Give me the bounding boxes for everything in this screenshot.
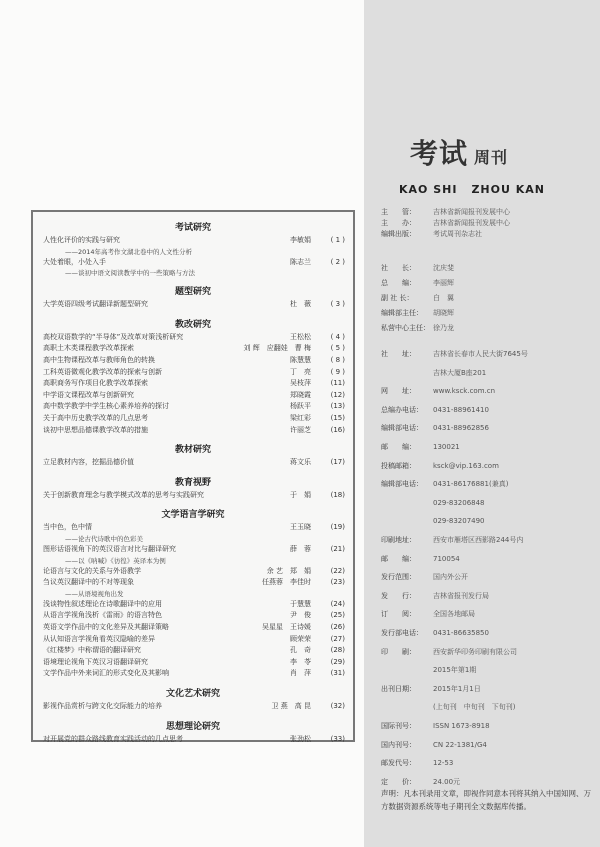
- info-row: [381, 721, 596, 732]
- toc-entry-subtitle: ——2014年高考作文湖北卷中的人文性分析: [65, 247, 193, 256]
- info-value: 西安市雁塔区西影路244号内: [433, 536, 524, 544]
- info-label: 印刷地址：: [381, 536, 416, 544]
- toc-entry-author: 吴星星 王诗媛: [262, 623, 311, 631]
- toc-entry-page: (32): [330, 702, 345, 710]
- info-value: ISSN 1673-8918: [433, 722, 490, 730]
- toc-entry[interactable]: [43, 566, 345, 577]
- info-value: 李丽辉: [433, 279, 454, 287]
- info-row: [381, 207, 596, 218]
- toc-entry[interactable]: [43, 577, 345, 588]
- toc-entry-page: (24): [330, 599, 345, 608]
- toc-entry[interactable]: [43, 522, 345, 533]
- info-row: [381, 293, 596, 304]
- info-row: [381, 609, 596, 620]
- info-value: 12-53: [433, 759, 454, 768]
- info-value: 吉林省新闻报刊发展中心: [433, 219, 510, 227]
- toc-section-title: 教育视野: [174, 477, 211, 488]
- toc-section-title: 题型研究: [174, 287, 211, 298]
- toc-section-title: 文化艺术研究: [165, 689, 220, 699]
- toc-entry[interactable]: [43, 378, 345, 389]
- info-value: CN 22-1381/G4: [433, 740, 487, 749]
- info-row: [381, 554, 596, 565]
- info-row: [381, 498, 596, 509]
- toc-entry[interactable]: [43, 701, 345, 712]
- info-row: [381, 702, 596, 713]
- info-value: 0431-88962856: [433, 424, 489, 433]
- toc-entry[interactable]: [43, 599, 345, 610]
- info-value: 0431-86635850: [433, 629, 489, 637]
- info-label: 主 办：: [381, 219, 416, 227]
- toc-entry-subtitle: ——论古代诗歌中的色彩美: [65, 535, 143, 543]
- table-of-contents: [31, 210, 355, 742]
- info-row: [381, 368, 596, 379]
- info-label: 订 阅：: [381, 610, 416, 619]
- info-value: 吉林大厦B座201: [433, 368, 487, 377]
- toc-entry-page: (25): [330, 611, 345, 620]
- toc-entry-page: (17): [330, 458, 345, 467]
- info-label: 网 址：: [381, 387, 416, 396]
- info-label: 出刊日期：: [381, 684, 416, 693]
- toc-entry-author: 肖 萍: [290, 669, 311, 678]
- info-label: 社 址：: [381, 350, 416, 358]
- toc-entry-author: 李敏娟: [290, 236, 311, 244]
- info-row: [381, 758, 596, 769]
- toc-entry[interactable]: [43, 235, 345, 246]
- toc-entry-title: 大处着眼，小处入手: [43, 257, 106, 266]
- toc-entry-title: 中学语文课程改革与创新研究: [43, 390, 134, 399]
- toc-entry-title: 谈初中思想品德课教学改革的措施: [43, 425, 148, 434]
- toc-entry[interactable]: [43, 668, 345, 679]
- toc-entry-subtitle: ——以《呐喊》《彷徨》英译本为例: [65, 556, 166, 565]
- toc-entry-author: 刘 辉 应翻娃 曹 梅: [243, 344, 311, 353]
- pinyin-part: KAO SHI: [399, 183, 458, 196]
- toc-entry[interactable]: [43, 299, 345, 310]
- toc-entry[interactable]: [43, 645, 345, 656]
- info-label: 编辑部电话：: [381, 424, 423, 433]
- info-label: 编辑出版：: [381, 230, 416, 238]
- toc-entry[interactable]: [43, 343, 345, 354]
- info-label: 国际刊号：: [381, 722, 416, 730]
- toc-entry-title: 对开展党的群众路线教育实践活动的几点思考: [43, 734, 183, 743]
- info-value: 胡晓辉: [433, 309, 454, 317]
- toc-entry-author: 王玉晓: [290, 523, 311, 532]
- toc-entry-title: 高校双语数学的“半导体”及改革对策浅析研究: [43, 332, 184, 341]
- info-label: 发 行：: [381, 591, 416, 600]
- info-value: 西安新华印务印刷有限公司: [433, 647, 517, 656]
- toc-entry-page: (33): [330, 734, 345, 743]
- toc-entry-page: ( 9 ): [330, 367, 345, 376]
- toc-entry[interactable]: [43, 401, 345, 412]
- info-label: 总编办电话：: [381, 405, 423, 414]
- toc-entry[interactable]: [43, 622, 345, 633]
- toc-entry-title: 高中数学教学中学生核心素养培养的探讨: [43, 402, 169, 411]
- info-label: 国内刊号：: [381, 740, 416, 749]
- toc-entry[interactable]: [43, 332, 345, 343]
- toc-entry-title: 大学英语四级考试翻译新题型研究: [43, 300, 148, 309]
- info-value: 全国各地邮局: [433, 610, 475, 619]
- toc-entry-author: 丁 亮: [290, 367, 311, 376]
- toc-entry-subtitle: ——从语境视角出发: [65, 589, 124, 598]
- info-row: [381, 572, 596, 583]
- info-value: 徐乃龙: [433, 324, 454, 332]
- toc-entry-author: 杨跃平: [290, 402, 311, 411]
- info-row: [381, 218, 596, 229]
- copyright-notice: 声明：凡本刊录用文章，即视作同意本刊将其纳入中国知网、万方数据资源系统等电子期刊全文数据库传播。: [381, 789, 591, 811]
- info-label: 主 管：: [381, 208, 416, 216]
- toc-entry-subtitle: ——谈初中语文阅读教学中的一些策略与方法: [65, 269, 195, 278]
- toc-entry-page: (18): [330, 490, 345, 499]
- info-row: [381, 278, 596, 289]
- info-row: [381, 740, 596, 751]
- info-row: [381, 516, 596, 527]
- toc-entry-author: 余 艺 郑 娟: [266, 566, 311, 575]
- toc-entry-page: (26): [330, 623, 345, 631]
- toc-entry[interactable]: [43, 657, 345, 668]
- info-value: 130021: [433, 443, 460, 451]
- toc-entry-page: (21): [330, 545, 345, 553]
- info-row: [381, 591, 596, 602]
- info-value: 029-83206848: [433, 498, 485, 507]
- info-value: 24.00元: [433, 777, 461, 786]
- info-row: [381, 263, 596, 274]
- toc-entry-page: ( 5 ): [330, 344, 345, 353]
- toc-entry-author: 张劲松: [290, 734, 311, 743]
- toc-entry-author: 许丽芝: [290, 425, 311, 434]
- info-value: 白 翼: [433, 294, 454, 302]
- toc-section-title: 教材研究: [174, 445, 211, 456]
- toc-entry-title: 高中生物课程改革与教师角色的转换: [43, 356, 155, 364]
- journal-title-main: 考试: [410, 137, 469, 170]
- toc-entry[interactable]: [43, 257, 345, 268]
- toc-entry-author: 郑晓霞: [290, 390, 311, 399]
- toc-entry-author: 孔 奇: [290, 646, 311, 655]
- info-value: (上旬刊 中旬刊 下旬刊): [433, 703, 516, 712]
- toc-entry-page: (13): [330, 402, 345, 411]
- toc-entry[interactable]: [43, 367, 345, 378]
- toc-entry-author: 于慧慧: [290, 599, 311, 608]
- info-row: [381, 308, 596, 319]
- toc-entry-title: 论语言与文化的关系与外语教学: [43, 566, 141, 575]
- info-label: 邮发代号：: [381, 759, 416, 768]
- toc-entry-author: 薛 蓉: [290, 545, 311, 553]
- info-value: 国内外公开: [433, 573, 468, 582]
- toc-entry-title: 工科英语微观化教学改革的探索与创新: [43, 367, 162, 376]
- info-row: [381, 479, 596, 490]
- info-value: ksck@vip.163.com: [433, 461, 499, 470]
- toc-entry-page: (12): [330, 390, 345, 399]
- info-value: 吉林省新闻报刊发展中心: [433, 208, 510, 216]
- toc-entry-title: 高职土木类课程教学改革探索: [43, 344, 134, 353]
- toc-entry-title: 影视作品赏析与跨文化交际能力的培养: [43, 702, 162, 710]
- toc-entry-author: 王松松: [290, 332, 311, 341]
- info-value: 2015年1月1日: [433, 684, 481, 693]
- info-row: [381, 405, 596, 416]
- info-value: 考试周刊杂志社: [433, 230, 482, 238]
- toc-entry-page: (11): [330, 379, 345, 388]
- toc-entry-author: 陈慧慧: [290, 356, 311, 364]
- toc-entry-page: ( 2 ): [330, 257, 345, 266]
- info-value: 吉林省报刊发行局: [433, 591, 489, 600]
- toc-entry[interactable]: [43, 544, 345, 555]
- toc-section-title: 文学语言学研究: [161, 510, 225, 521]
- toc-entry-page: (16): [330, 425, 345, 434]
- toc-entry-page: ( 3 ): [330, 300, 345, 309]
- toc-entry[interactable]: [43, 734, 345, 745]
- toc-entry-title: 英语文学作品中的文化差异及其翻译策略: [43, 623, 169, 631]
- info-row: [381, 461, 596, 472]
- toc-entry-author: 吴枝萍: [290, 379, 311, 388]
- info-label: 邮 编：: [381, 443, 416, 451]
- toc-entry-title: 关于创新教育理念与教学模式改革的思考与实践研究: [43, 490, 204, 499]
- toc-entry[interactable]: [43, 355, 345, 366]
- toc-entry-title: 从认知语言学视角看英汉隐喻的差异: [43, 634, 155, 643]
- toc-entry-title: 高职商务写作项目化教学改革探索: [43, 379, 148, 388]
- info-value: 710054: [433, 554, 460, 563]
- info-row: [381, 665, 596, 676]
- info-value: 吉林省长春市人民大街7645号: [433, 350, 528, 358]
- toc-section-title: 教改研究: [174, 319, 211, 330]
- toc-entry[interactable]: [43, 457, 345, 468]
- toc-entry-page: ( 1 ): [330, 236, 345, 244]
- info-value: 2015年第1期: [433, 666, 477, 675]
- toc-entry-author: 任燕蓉 李佳时: [262, 578, 311, 587]
- toc-entry[interactable]: [43, 390, 345, 401]
- journal-title: [410, 132, 508, 172]
- toc-entry-title: 从语言学视角浅析《雷雨》的语言特色: [43, 611, 162, 620]
- toc-entry-title: 关于高中历史教学改革的几点思考: [43, 414, 148, 422]
- toc-entry-title: 文学作品中外来词汇的形式变化及其影响: [43, 669, 169, 678]
- info-row: [381, 628, 596, 639]
- info-label: 邮 编：: [381, 554, 416, 563]
- journal-title-sub: 周刊: [474, 148, 509, 167]
- toc-entry-author: 蒋文乐: [290, 458, 311, 467]
- toc-entry-page: (23): [330, 578, 345, 587]
- toc-entry-author: 梁红彩: [290, 414, 311, 422]
- toc-entry-page: ( 4 ): [330, 332, 345, 341]
- toc-entry-author: 陈志兰: [290, 257, 311, 266]
- toc-entry-author: 尹 俊: [290, 611, 311, 620]
- toc-entry[interactable]: [43, 634, 345, 645]
- toc-entry[interactable]: [43, 413, 345, 424]
- toc-entry-page: (19): [330, 523, 345, 532]
- toc-entry-title: 语境理论视角下英汉习语翻译研究: [43, 657, 148, 666]
- pinyin-part: ZHOU KAN: [471, 183, 545, 196]
- info-label: 编辑部主任：: [381, 309, 423, 317]
- toc-section-title: 思想理论研究: [165, 721, 220, 732]
- toc-entry-title: 浅谈物性叙述理论在诗歌翻译中的应用: [43, 599, 162, 608]
- toc-entry-title: 《红楼梦》中称谓语的翻译研究: [43, 646, 141, 655]
- info-row: [381, 684, 596, 695]
- info-label: 印 刷：: [381, 647, 416, 656]
- toc-entry-page: (15): [330, 414, 345, 422]
- toc-entry-title: 当中色，色中情: [43, 523, 92, 532]
- toc-entry-author: 卫 燕 高 昆: [271, 702, 311, 710]
- toc-entry-title: 刍议英汉翻译中的不对等现象: [43, 578, 134, 587]
- toc-entry-author: 李 苓: [290, 657, 311, 666]
- info-row: [381, 442, 596, 453]
- info-row: [381, 349, 596, 360]
- info-label: 私营中心主任：: [381, 324, 430, 332]
- info-value: 0431-88961410: [433, 405, 489, 414]
- toc-entry-page: ( 8 ): [330, 356, 345, 364]
- toc-entry-page: (27): [330, 634, 345, 643]
- info-label: 发行部电话：: [381, 629, 423, 637]
- info-row: [381, 386, 596, 397]
- toc-entry-page: (29): [330, 657, 345, 666]
- info-label: 总 编：: [381, 279, 416, 287]
- info-label: 副 社 长：: [381, 294, 414, 302]
- toc-entry-title: 图形话语视角下的英汉语言对比与翻译研究: [43, 545, 176, 553]
- info-label: 社 长：: [381, 264, 416, 272]
- info-value: 029-83207490: [433, 517, 485, 526]
- toc-entry-title: 人性化评价的实践与研究: [43, 236, 120, 244]
- journal-pinyin: [399, 183, 545, 196]
- toc-entry-author: 杜 薇: [290, 300, 311, 309]
- info-label: 定 价：: [381, 777, 416, 786]
- toc-entry[interactable]: [43, 425, 345, 436]
- toc-entry-page: (31): [330, 669, 345, 678]
- info-row: [381, 423, 596, 434]
- toc-section-title: 考试研究: [174, 223, 211, 233]
- info-row: [381, 323, 596, 334]
- toc-entry-page: (28): [330, 646, 345, 655]
- info-label: 编辑部电话：: [381, 480, 423, 489]
- info-label: 发行范围：: [381, 573, 416, 582]
- toc-entry-author: 于 娟: [290, 490, 311, 499]
- info-value: 沈庆斐: [433, 264, 454, 272]
- info-value: www.ksck.com.cn: [433, 387, 496, 396]
- info-row: [381, 647, 596, 658]
- info-row: [381, 535, 596, 546]
- toc-entry-author: 顾荣荣: [290, 634, 311, 643]
- info-value: 0431-86176881(兼真): [433, 480, 509, 489]
- toc-entry[interactable]: [43, 490, 345, 501]
- toc-entry[interactable]: [43, 610, 345, 621]
- info-label: 投稿邮箱：: [381, 461, 416, 470]
- toc-entry-title: 立足教材内容，挖掘品德价值: [43, 458, 134, 467]
- info-row: [381, 229, 596, 240]
- toc-entry-page: (22): [330, 566, 345, 575]
